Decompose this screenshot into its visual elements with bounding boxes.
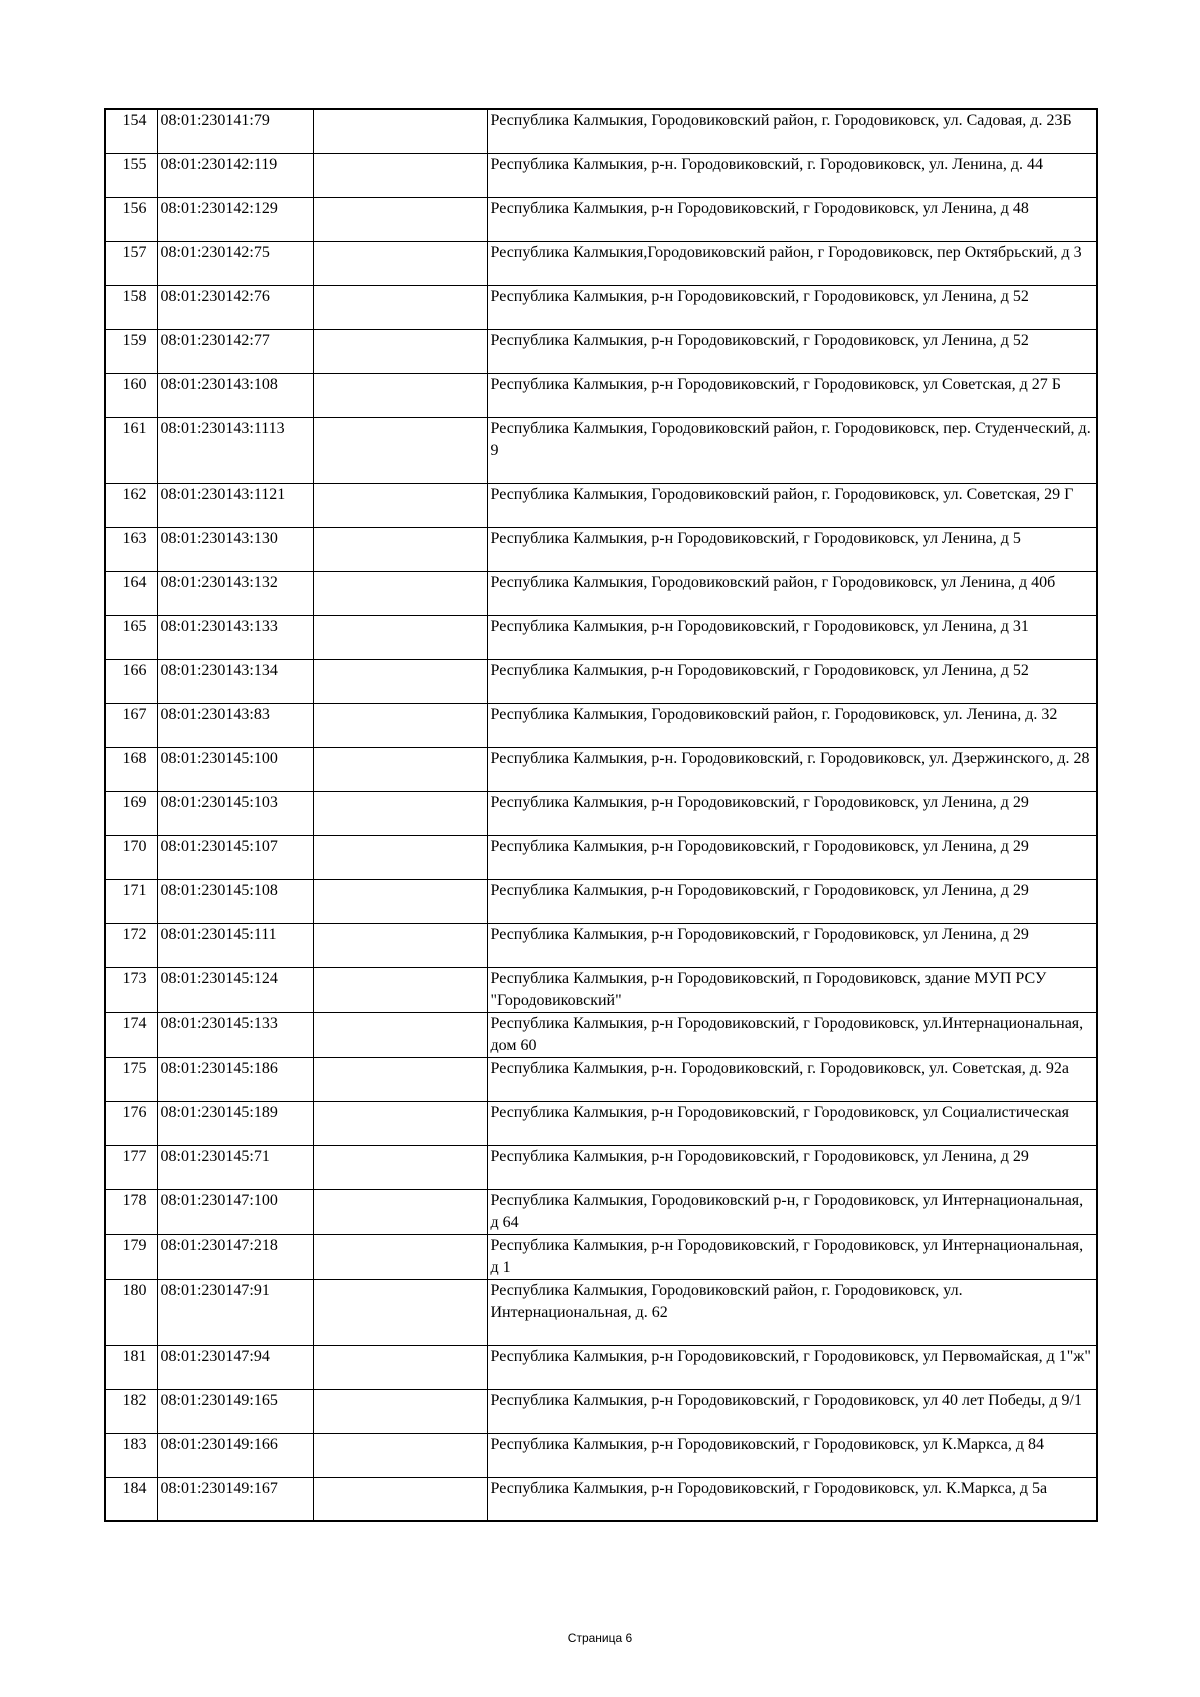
- table-row: [105, 967, 1097, 1012]
- row-number-cell: 181: [105, 1345, 157, 1389]
- table-row: [105, 615, 1097, 659]
- empty-cell: [313, 659, 487, 703]
- row-number-cell: 174: [105, 1012, 157, 1057]
- row-number-cell: 177: [105, 1145, 157, 1189]
- row-number-cell: 175: [105, 1057, 157, 1101]
- empty-cell: [313, 791, 487, 835]
- address-cell: Республика Калмыкия, р-н. Городовиковский, г. Городовиковск, ул. Ленина, д. 44: [487, 153, 1097, 197]
- row-number-cell: 183: [105, 1433, 157, 1477]
- cadastral-number-cell: 08:01:230149:165: [157, 1389, 313, 1433]
- table-row: [105, 329, 1097, 373]
- empty-cell: [313, 1234, 487, 1279]
- empty-cell: [313, 1389, 487, 1433]
- address-cell: Республика Калмыкия, р-н Городовиковский, г Городовиковск, ул Ленина, д 52: [487, 329, 1097, 373]
- table-row: [105, 1012, 1097, 1057]
- empty-cell: [313, 1145, 487, 1189]
- cadastral-number-cell: 08:01:230143:132: [157, 571, 313, 615]
- address-cell: Республика Калмыкия, р-н Городовиковский, г Городовиковск, ул Первомайская, д 1"ж": [487, 1345, 1097, 1389]
- empty-cell: [313, 241, 487, 285]
- table-row: [105, 373, 1097, 417]
- address-cell: Республика Калмыкия, р-н Городовиковский, г Городовиковск, ул Ленина, д 29: [487, 791, 1097, 835]
- row-number-cell: 164: [105, 571, 157, 615]
- table-row: [105, 241, 1097, 285]
- row-number-cell: 158: [105, 285, 157, 329]
- cadastral-number-cell: 08:01:230149:166: [157, 1433, 313, 1477]
- table-row: [105, 879, 1097, 923]
- row-number-cell: 156: [105, 197, 157, 241]
- address-cell: Республика Калмыкия, Городовиковский р-н, г Городовиковск, ул Интернациональная, д 64: [487, 1189, 1097, 1234]
- table-row: [105, 527, 1097, 571]
- row-number-cell: 157: [105, 241, 157, 285]
- address-cell: Республика Калмыкия, р-н Городовиковский, г Городовиковск, ул Ленина, д 5: [487, 527, 1097, 571]
- property-registry-table: [104, 108, 1098, 1522]
- table-row: [105, 1389, 1097, 1433]
- empty-cell: [313, 1057, 487, 1101]
- table-row: [105, 1477, 1097, 1521]
- address-cell: Республика Калмыкия, р-н Городовиковский, г Городовиковск, ул.Интернациональная, дом 60: [487, 1012, 1097, 1057]
- row-number-cell: 162: [105, 483, 157, 527]
- cadastral-number-cell: 08:01:230147:100: [157, 1189, 313, 1234]
- table-row: [105, 835, 1097, 879]
- row-number-cell: 154: [105, 109, 157, 153]
- address-cell: Республика Калмыкия, Городовиковский район, г. Городовиковск, ул. Советская, 29 Г: [487, 483, 1097, 527]
- empty-cell: [313, 197, 487, 241]
- cadastral-number-cell: 08:01:230147:218: [157, 1234, 313, 1279]
- address-cell: Республика Калмыкия, р-н Городовиковский, г Городовиковск, ул Ленина, д 52: [487, 659, 1097, 703]
- empty-cell: [313, 109, 487, 153]
- address-cell: Республика Калмыкия, Городовиковский район, г. Городовиковск, ул. Интернациональная, д. 62: [487, 1279, 1097, 1345]
- row-number-cell: 169: [105, 791, 157, 835]
- table-row: [105, 1433, 1097, 1477]
- table-row: [105, 571, 1097, 615]
- cadastral-number-cell: 08:01:230142:77: [157, 329, 313, 373]
- address-cell: Республика Калмыкия, р-н Городовиковский, г Городовиковск, ул Ленина, д 29: [487, 1145, 1097, 1189]
- table-row: [105, 1101, 1097, 1145]
- cadastral-number-cell: 08:01:230145:111: [157, 923, 313, 967]
- address-cell: Республика Калмыкия,Городовиковский район, г Городовиковск, пер Октябрьский, д 3: [487, 241, 1097, 285]
- row-number-cell: 160: [105, 373, 157, 417]
- empty-cell: [313, 967, 487, 1012]
- address-cell: Республика Калмыкия, Городовиковский район, г. Городовиковск, ул. Ленина, д. 32: [487, 703, 1097, 747]
- address-cell: Республика Калмыкия, Городовиковский район, г. Городовиковск, пер. Студенческий, д. 9: [487, 417, 1097, 483]
- empty-cell: [313, 527, 487, 571]
- row-number-cell: 170: [105, 835, 157, 879]
- empty-cell: [313, 153, 487, 197]
- cadastral-number-cell: 08:01:230142:76: [157, 285, 313, 329]
- row-number-cell: 171: [105, 879, 157, 923]
- address-cell: Республика Калмыкия, р-н Городовиковский, г Городовиковск, ул 40 лет Победы, д 9/1: [487, 1389, 1097, 1433]
- cadastral-number-cell: 08:01:230142:129: [157, 197, 313, 241]
- empty-cell: [313, 835, 487, 879]
- empty-cell: [313, 1012, 487, 1057]
- cadastral-number-cell: 08:01:230145:100: [157, 747, 313, 791]
- table-row: [105, 197, 1097, 241]
- table-row: [105, 1345, 1097, 1389]
- table-row: [105, 109, 1097, 153]
- address-cell: Республика Калмыкия, р-н Городовиковский, г Городовиковск, ул Социалистическая: [487, 1101, 1097, 1145]
- row-number-cell: 179: [105, 1234, 157, 1279]
- address-cell: Республика Калмыкия, р-н. Городовиковский, г. Городовиковск, ул. Советская, д. 92а: [487, 1057, 1097, 1101]
- empty-cell: [313, 615, 487, 659]
- cadastral-number-cell: 08:01:230149:167: [157, 1477, 313, 1521]
- table-row: [105, 417, 1097, 483]
- address-cell: Республика Калмыкия, р-н Городовиковский, г Городовиковск, ул Ленина, д 29: [487, 923, 1097, 967]
- row-number-cell: 180: [105, 1279, 157, 1345]
- table-row: [105, 1189, 1097, 1234]
- page-number-footer: Страница 6: [567, 1631, 633, 1645]
- cadastral-number-cell: 08:01:230145:189: [157, 1101, 313, 1145]
- cadastral-number-cell: 08:01:230145:108: [157, 879, 313, 923]
- table-row: [105, 153, 1097, 197]
- empty-cell: [313, 1477, 487, 1521]
- empty-cell: [313, 417, 487, 483]
- cadastral-number-cell: 08:01:230143:1121: [157, 483, 313, 527]
- row-number-cell: 168: [105, 747, 157, 791]
- cadastral-number-cell: 08:01:230145:124: [157, 967, 313, 1012]
- cadastral-number-cell: 08:01:230142:75: [157, 241, 313, 285]
- address-cell: Республика Калмыкия, Городовиковский район, г Городовиковск, ул Ленина, д 40б: [487, 571, 1097, 615]
- empty-cell: [313, 571, 487, 615]
- table-row: [105, 1057, 1097, 1101]
- row-number-cell: 159: [105, 329, 157, 373]
- empty-cell: [313, 703, 487, 747]
- cadastral-number-cell: 08:01:230143:1113: [157, 417, 313, 483]
- row-number-cell: 173: [105, 967, 157, 1012]
- empty-cell: [313, 329, 487, 373]
- empty-cell: [313, 483, 487, 527]
- address-cell: Республика Калмыкия, р-н Городовиковский, г Городовиковск, ул К.Маркса, д 84: [487, 1433, 1097, 1477]
- address-cell: Республика Калмыкия, р-н Городовиковский, г Городовиковск, ул Ленина, д 48: [487, 197, 1097, 241]
- address-cell: Республика Калмыкия, р-н. Городовиковский, г. Городовиковск, ул. Дзержинского, д. 28: [487, 747, 1097, 791]
- empty-cell: [313, 923, 487, 967]
- table-row: [105, 791, 1097, 835]
- address-cell: Республика Калмыкия, р-н Городовиковский, г Городовиковск, ул Ленина, д 29: [487, 835, 1097, 879]
- empty-cell: [313, 1279, 487, 1345]
- cadastral-number-cell: 08:01:230142:119: [157, 153, 313, 197]
- cadastral-number-cell: 08:01:230143:134: [157, 659, 313, 703]
- address-cell: Республика Калмыкия, р-н Городовиковский, г Городовиковск, ул Ленина, д 31: [487, 615, 1097, 659]
- cadastral-number-cell: 08:01:230143:130: [157, 527, 313, 571]
- empty-cell: [313, 285, 487, 329]
- row-number-cell: 163: [105, 527, 157, 571]
- address-cell: Республика Калмыкия, р-н Городовиковский, г Городовиковск, ул Интернациональная, д 1: [487, 1234, 1097, 1279]
- cadastral-number-cell: 08:01:230143:83: [157, 703, 313, 747]
- row-number-cell: 167: [105, 703, 157, 747]
- empty-cell: [313, 1189, 487, 1234]
- table-row: [105, 923, 1097, 967]
- empty-cell: [313, 1101, 487, 1145]
- address-cell: Республика Калмыкия, р-н Городовиковский, г Городовиковск, ул Ленина, д 52: [487, 285, 1097, 329]
- row-number-cell: 182: [105, 1389, 157, 1433]
- table-row: [105, 659, 1097, 703]
- row-number-cell: 165: [105, 615, 157, 659]
- address-cell: Республика Калмыкия, р-н Городовиковский, г Городовиковск, ул Советская, д 27 Б: [487, 373, 1097, 417]
- address-cell: Республика Калмыкия, р-н Городовиковский, г Городовиковск, ул. К.Маркса, д 5а: [487, 1477, 1097, 1521]
- address-cell: Республика Калмыкия, р-н Городовиковский, г Городовиковск, ул Ленина, д 29: [487, 879, 1097, 923]
- cadastral-number-cell: 08:01:230145:71: [157, 1145, 313, 1189]
- cadastral-number-cell: 08:01:230147:94: [157, 1345, 313, 1389]
- cadastral-number-cell: 08:01:230147:91: [157, 1279, 313, 1345]
- cadastral-number-cell: 08:01:230145:133: [157, 1012, 313, 1057]
- table-row: [105, 1145, 1097, 1189]
- row-number-cell: 161: [105, 417, 157, 483]
- row-number-cell: 176: [105, 1101, 157, 1145]
- empty-cell: [313, 373, 487, 417]
- table-row: [105, 703, 1097, 747]
- table-row: [105, 483, 1097, 527]
- address-cell: Республика Калмыкия, Городовиковский район, г. Городовиковск, ул. Садовая, д. 23Б: [487, 109, 1097, 153]
- table-row: [105, 1279, 1097, 1345]
- row-number-cell: 172: [105, 923, 157, 967]
- empty-cell: [313, 879, 487, 923]
- cadastral-number-cell: 08:01:230145:107: [157, 835, 313, 879]
- cadastral-number-cell: 08:01:230145:103: [157, 791, 313, 835]
- cadastral-number-cell: 08:01:230143:133: [157, 615, 313, 659]
- table-row: [105, 747, 1097, 791]
- cadastral-number-cell: 08:01:230145:186: [157, 1057, 313, 1101]
- empty-cell: [313, 1345, 487, 1389]
- empty-cell: [313, 747, 487, 791]
- row-number-cell: 166: [105, 659, 157, 703]
- address-cell: Республика Калмыкия, р-н Городовиковский, п Городовиковск, здание МУП РСУ "Городовиковский": [487, 967, 1097, 1012]
- row-number-cell: 184: [105, 1477, 157, 1521]
- table-row: [105, 1234, 1097, 1279]
- cadastral-number-cell: 08:01:230143:108: [157, 373, 313, 417]
- table-row: [105, 285, 1097, 329]
- table-body: [105, 109, 1097, 1521]
- empty-cell: [313, 1433, 487, 1477]
- row-number-cell: 178: [105, 1189, 157, 1234]
- row-number-cell: 155: [105, 153, 157, 197]
- cadastral-number-cell: 08:01:230141:79: [157, 109, 313, 153]
